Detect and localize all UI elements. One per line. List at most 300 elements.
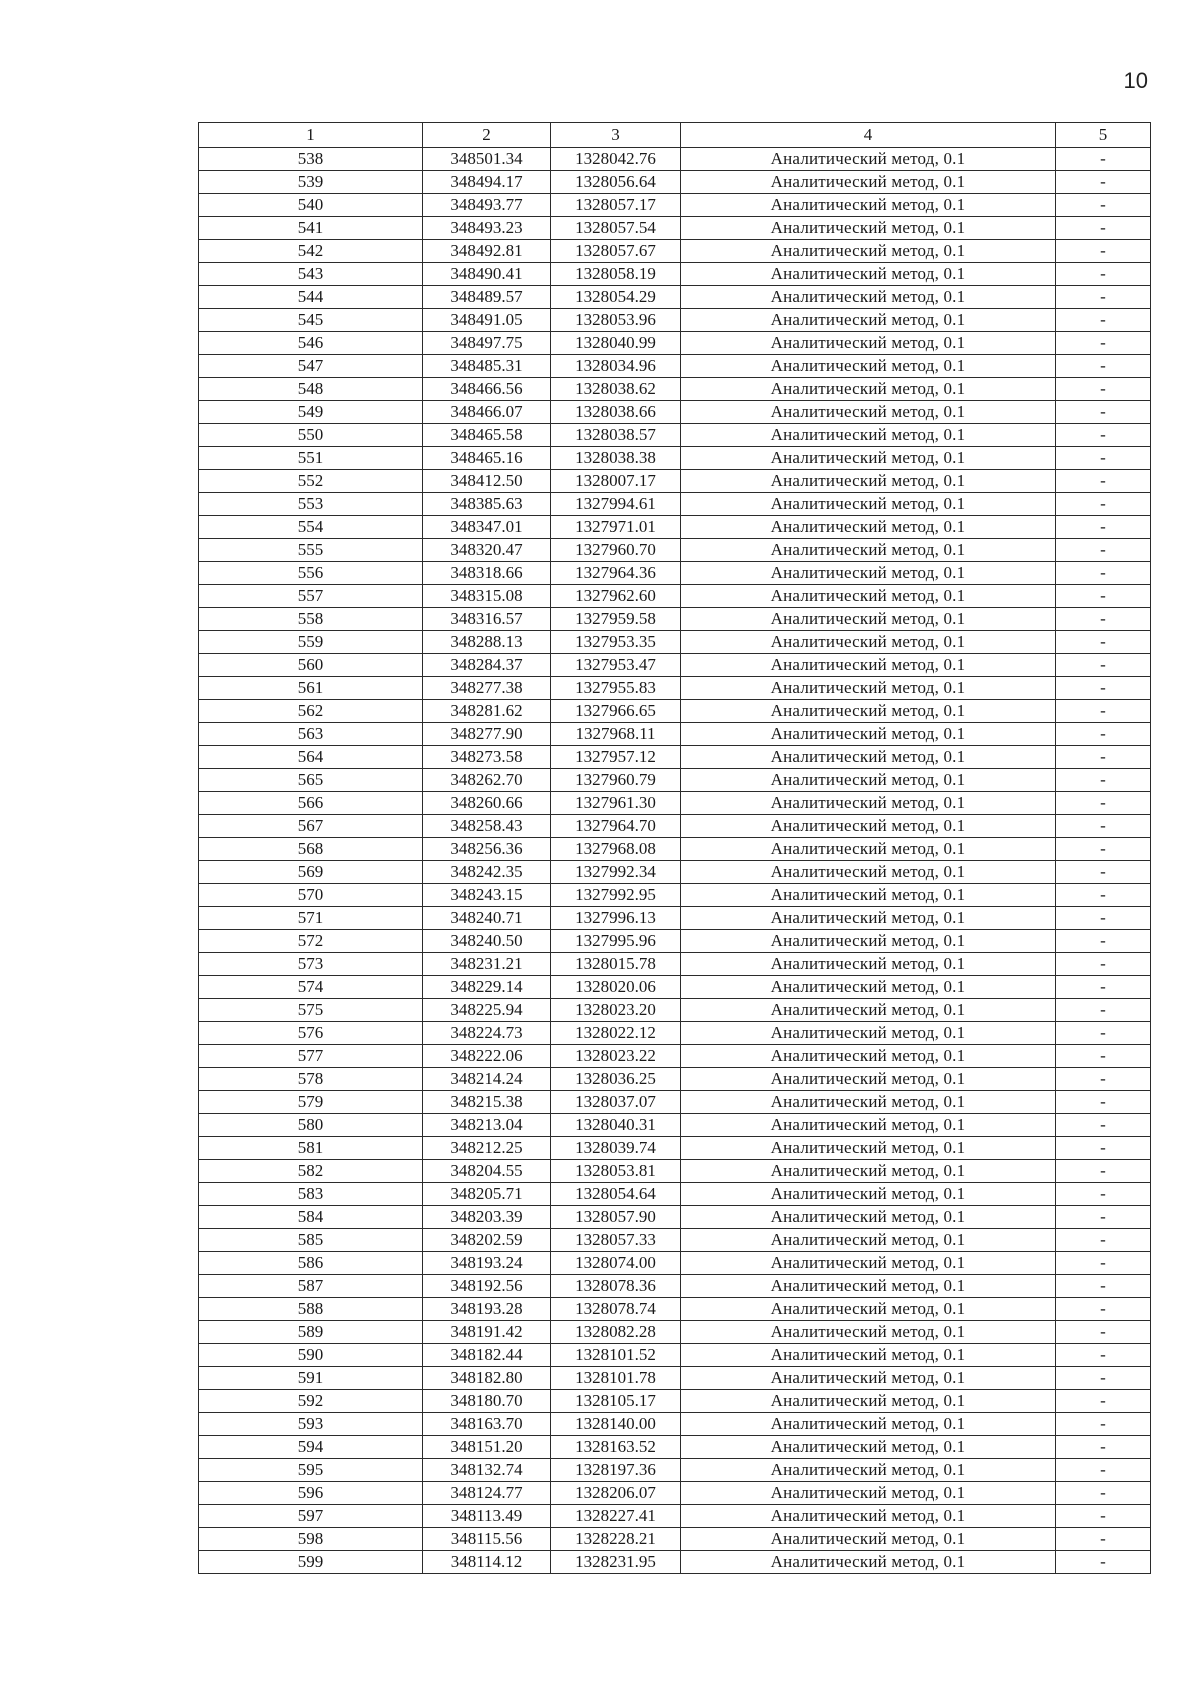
note-cell: - (1056, 654, 1151, 677)
column-header-4: 4 (681, 123, 1056, 148)
y-coordinate-cell: 1327960.70 (551, 539, 681, 562)
point-number-cell: 593 (199, 1413, 423, 1436)
y-coordinate-cell: 1328040.99 (551, 332, 681, 355)
method-cell: Аналитический метод, 0.1 (681, 1022, 1056, 1045)
point-number-cell: 584 (199, 1206, 423, 1229)
table-row (199, 1413, 1151, 1436)
method-cell: Аналитический метод, 0.1 (681, 1114, 1056, 1137)
point-number-cell: 543 (199, 263, 423, 286)
x-coordinate-cell: 348202.59 (423, 1229, 551, 1252)
x-coordinate-cell: 348115.56 (423, 1528, 551, 1551)
point-number-cell: 582 (199, 1160, 423, 1183)
y-coordinate-cell: 1327957.12 (551, 746, 681, 769)
table-row (199, 930, 1151, 953)
note-cell: - (1056, 907, 1151, 930)
table-row (199, 723, 1151, 746)
note-cell: - (1056, 355, 1151, 378)
x-coordinate-cell: 348212.25 (423, 1137, 551, 1160)
point-number-cell: 585 (199, 1229, 423, 1252)
method-cell: Аналитический метод, 0.1 (681, 355, 1056, 378)
x-coordinate-cell: 348493.77 (423, 194, 551, 217)
note-cell: - (1056, 1045, 1151, 1068)
x-coordinate-cell: 348203.39 (423, 1206, 551, 1229)
table-row (199, 999, 1151, 1022)
x-coordinate-cell: 348113.49 (423, 1505, 551, 1528)
x-coordinate-cell: 348316.57 (423, 608, 551, 631)
y-coordinate-cell: 1327968.08 (551, 838, 681, 861)
y-coordinate-cell: 1328038.66 (551, 401, 681, 424)
note-cell: - (1056, 378, 1151, 401)
note-cell: - (1056, 746, 1151, 769)
table-row (199, 1160, 1151, 1183)
method-cell: Аналитический метод, 0.1 (681, 585, 1056, 608)
y-coordinate-cell: 1328101.78 (551, 1367, 681, 1390)
method-cell: Аналитический метод, 0.1 (681, 677, 1056, 700)
y-coordinate-cell: 1328007.17 (551, 470, 681, 493)
point-number-cell: 560 (199, 654, 423, 677)
x-coordinate-cell: 348191.42 (423, 1321, 551, 1344)
y-coordinate-cell: 1327955.83 (551, 677, 681, 700)
table-row (199, 1436, 1151, 1459)
x-coordinate-cell: 348224.73 (423, 1022, 551, 1045)
y-coordinate-cell: 1328163.52 (551, 1436, 681, 1459)
note-cell: - (1056, 953, 1151, 976)
method-cell: Аналитический метод, 0.1 (681, 792, 1056, 815)
point-number-cell: 564 (199, 746, 423, 769)
x-coordinate-cell: 348288.13 (423, 631, 551, 654)
point-number-cell: 595 (199, 1459, 423, 1482)
y-coordinate-cell: 1327953.35 (551, 631, 681, 654)
x-coordinate-cell: 348124.77 (423, 1482, 551, 1505)
method-cell: Аналитический метод, 0.1 (681, 493, 1056, 516)
table-row (199, 1459, 1151, 1482)
point-number-cell: 546 (199, 332, 423, 355)
x-coordinate-cell: 348163.70 (423, 1413, 551, 1436)
method-cell: Аналитический метод, 0.1 (681, 654, 1056, 677)
y-coordinate-cell: 1327992.34 (551, 861, 681, 884)
x-coordinate-cell: 348132.74 (423, 1459, 551, 1482)
note-cell: - (1056, 1459, 1151, 1482)
method-cell: Аналитический метод, 0.1 (681, 838, 1056, 861)
x-coordinate-cell: 348215.38 (423, 1091, 551, 1114)
y-coordinate-cell: 1328105.17 (551, 1390, 681, 1413)
note-cell: - (1056, 171, 1151, 194)
method-cell: Аналитический метод, 0.1 (681, 769, 1056, 792)
x-coordinate-cell: 348243.15 (423, 884, 551, 907)
table-row (199, 470, 1151, 493)
table-row (199, 1321, 1151, 1344)
y-coordinate-cell: 1328056.64 (551, 171, 681, 194)
table-row (199, 1022, 1151, 1045)
x-coordinate-cell: 348213.04 (423, 1114, 551, 1137)
table-row (199, 585, 1151, 608)
note-cell: - (1056, 1482, 1151, 1505)
column-header-2: 2 (423, 123, 551, 148)
x-coordinate-cell: 348347.01 (423, 516, 551, 539)
y-coordinate-cell: 1328020.06 (551, 976, 681, 999)
method-cell: Аналитический метод, 0.1 (681, 930, 1056, 953)
note-cell: - (1056, 1183, 1151, 1206)
method-cell: Аналитический метод, 0.1 (681, 815, 1056, 838)
note-cell: - (1056, 447, 1151, 470)
table-row (199, 1528, 1151, 1551)
x-coordinate-cell: 348262.70 (423, 769, 551, 792)
x-coordinate-cell: 348277.38 (423, 677, 551, 700)
x-coordinate-cell: 348258.43 (423, 815, 551, 838)
method-cell: Аналитический метод, 0.1 (681, 286, 1056, 309)
y-coordinate-cell: 1328038.38 (551, 447, 681, 470)
x-coordinate-cell: 348225.94 (423, 999, 551, 1022)
point-number-cell: 591 (199, 1367, 423, 1390)
method-cell: Аналитический метод, 0.1 (681, 907, 1056, 930)
method-cell: Аналитический метод, 0.1 (681, 309, 1056, 332)
x-coordinate-cell: 348465.58 (423, 424, 551, 447)
table-row (199, 240, 1151, 263)
note-cell: - (1056, 1413, 1151, 1436)
point-number-cell: 581 (199, 1137, 423, 1160)
x-coordinate-cell: 348412.50 (423, 470, 551, 493)
table-row (199, 539, 1151, 562)
method-cell: Аналитический метод, 0.1 (681, 700, 1056, 723)
method-cell: Аналитический метод, 0.1 (681, 401, 1056, 424)
y-coordinate-cell: 1327966.65 (551, 700, 681, 723)
method-cell: Аналитический метод, 0.1 (681, 240, 1056, 263)
table-row (199, 171, 1151, 194)
y-coordinate-cell: 1328078.74 (551, 1298, 681, 1321)
note-cell: - (1056, 700, 1151, 723)
table-row (199, 1229, 1151, 1252)
note-cell: - (1056, 401, 1151, 424)
note-cell: - (1056, 999, 1151, 1022)
point-number-cell: 541 (199, 217, 423, 240)
y-coordinate-cell: 1328057.67 (551, 240, 681, 263)
method-cell: Аналитический метод, 0.1 (681, 1137, 1056, 1160)
note-cell: - (1056, 769, 1151, 792)
y-coordinate-cell: 1327953.47 (551, 654, 681, 677)
point-number-cell: 550 (199, 424, 423, 447)
note-cell: - (1056, 861, 1151, 884)
method-cell: Аналитический метод, 0.1 (681, 1367, 1056, 1390)
method-cell: Аналитический метод, 0.1 (681, 332, 1056, 355)
table-row (199, 1390, 1151, 1413)
note-cell: - (1056, 194, 1151, 217)
table-row (199, 1367, 1151, 1390)
note-cell: - (1056, 332, 1151, 355)
x-coordinate-cell: 348205.71 (423, 1183, 551, 1206)
y-coordinate-cell: 1328101.52 (551, 1344, 681, 1367)
column-header-5: 5 (1056, 123, 1151, 148)
x-coordinate-cell: 348490.41 (423, 263, 551, 286)
table-row (199, 907, 1151, 930)
method-cell: Аналитический метод, 0.1 (681, 194, 1056, 217)
table-row (199, 194, 1151, 217)
point-number-cell: 598 (199, 1528, 423, 1551)
table-row (199, 1068, 1151, 1091)
method-cell: Аналитический метод, 0.1 (681, 1160, 1056, 1183)
x-coordinate-cell: 348240.71 (423, 907, 551, 930)
note-cell: - (1056, 470, 1151, 493)
header-row (199, 123, 1151, 148)
y-coordinate-cell: 1328053.96 (551, 309, 681, 332)
note-cell: - (1056, 1344, 1151, 1367)
table-row (199, 654, 1151, 677)
note-cell: - (1056, 240, 1151, 263)
y-coordinate-cell: 1327962.60 (551, 585, 681, 608)
point-number-cell: 597 (199, 1505, 423, 1528)
table-row (199, 309, 1151, 332)
point-number-cell: 574 (199, 976, 423, 999)
table-row (199, 815, 1151, 838)
x-coordinate-cell: 348466.07 (423, 401, 551, 424)
note-cell: - (1056, 148, 1151, 171)
note-cell: - (1056, 1091, 1151, 1114)
table-row (199, 700, 1151, 723)
note-cell: - (1056, 1390, 1151, 1413)
method-cell: Аналитический метод, 0.1 (681, 999, 1056, 1022)
table-body (199, 148, 1151, 1574)
x-coordinate-cell: 348277.90 (423, 723, 551, 746)
point-number-cell: 594 (199, 1436, 423, 1459)
point-number-cell: 561 (199, 677, 423, 700)
table-row (199, 1183, 1151, 1206)
x-coordinate-cell: 348320.47 (423, 539, 551, 562)
column-header-3: 3 (551, 123, 681, 148)
method-cell: Аналитический метод, 0.1 (681, 1229, 1056, 1252)
method-cell: Аналитический метод, 0.1 (681, 608, 1056, 631)
table-header (199, 123, 1151, 148)
y-coordinate-cell: 1328057.54 (551, 217, 681, 240)
table-row (199, 562, 1151, 585)
x-coordinate-cell: 348284.37 (423, 654, 551, 677)
note-cell: - (1056, 286, 1151, 309)
x-coordinate-cell: 348491.05 (423, 309, 551, 332)
y-coordinate-cell: 1327971.01 (551, 516, 681, 539)
point-number-cell: 545 (199, 309, 423, 332)
x-coordinate-cell: 348260.66 (423, 792, 551, 815)
y-coordinate-cell: 1328036.25 (551, 1068, 681, 1091)
y-coordinate-cell: 1328057.90 (551, 1206, 681, 1229)
table-row (199, 401, 1151, 424)
table-row (199, 516, 1151, 539)
y-coordinate-cell: 1328054.29 (551, 286, 681, 309)
x-coordinate-cell: 348315.08 (423, 585, 551, 608)
x-coordinate-cell: 348256.36 (423, 838, 551, 861)
table-row (199, 1206, 1151, 1229)
note-cell: - (1056, 631, 1151, 654)
point-number-cell: 587 (199, 1275, 423, 1298)
method-cell: Аналитический метод, 0.1 (681, 1413, 1056, 1436)
method-cell: Аналитический метод, 0.1 (681, 953, 1056, 976)
table-row (199, 217, 1151, 240)
method-cell: Аналитический метод, 0.1 (681, 884, 1056, 907)
x-coordinate-cell: 348493.23 (423, 217, 551, 240)
method-cell: Аналитический метод, 0.1 (681, 1551, 1056, 1574)
table-row (199, 332, 1151, 355)
table-row (199, 792, 1151, 815)
table-row (199, 1045, 1151, 1068)
y-coordinate-cell: 1328228.21 (551, 1528, 681, 1551)
table-row (199, 263, 1151, 286)
point-number-cell: 579 (199, 1091, 423, 1114)
table-row (199, 884, 1151, 907)
point-number-cell: 547 (199, 355, 423, 378)
note-cell: - (1056, 263, 1151, 286)
table-row (199, 1137, 1151, 1160)
method-cell: Аналитический метод, 0.1 (681, 1390, 1056, 1413)
x-coordinate-cell: 348214.24 (423, 1068, 551, 1091)
y-coordinate-cell: 1328042.76 (551, 148, 681, 171)
y-coordinate-cell: 1327964.70 (551, 815, 681, 838)
table-row (199, 769, 1151, 792)
table-row (199, 355, 1151, 378)
table-row (199, 1482, 1151, 1505)
x-coordinate-cell: 348151.20 (423, 1436, 551, 1459)
point-number-cell: 549 (199, 401, 423, 424)
table-row (199, 447, 1151, 470)
x-coordinate-cell: 348182.80 (423, 1367, 551, 1390)
method-cell: Аналитический метод, 0.1 (681, 217, 1056, 240)
y-coordinate-cell: 1327961.30 (551, 792, 681, 815)
table-row (199, 976, 1151, 999)
x-coordinate-cell: 348182.44 (423, 1344, 551, 1367)
note-cell: - (1056, 976, 1151, 999)
y-coordinate-cell: 1328058.19 (551, 263, 681, 286)
note-cell: - (1056, 585, 1151, 608)
y-coordinate-cell: 1328074.00 (551, 1252, 681, 1275)
x-coordinate-cell: 348231.21 (423, 953, 551, 976)
point-number-cell: 586 (199, 1252, 423, 1275)
point-number-cell: 544 (199, 286, 423, 309)
y-coordinate-cell: 1327964.36 (551, 562, 681, 585)
point-number-cell: 575 (199, 999, 423, 1022)
note-cell: - (1056, 516, 1151, 539)
point-number-cell: 567 (199, 815, 423, 838)
note-cell: - (1056, 217, 1151, 240)
y-coordinate-cell: 1327959.58 (551, 608, 681, 631)
method-cell: Аналитический метод, 0.1 (681, 1321, 1056, 1344)
table-row (199, 1344, 1151, 1367)
table-row (199, 838, 1151, 861)
note-cell: - (1056, 838, 1151, 861)
x-coordinate-cell: 348492.81 (423, 240, 551, 263)
y-coordinate-cell: 1328034.96 (551, 355, 681, 378)
y-coordinate-cell: 1328078.36 (551, 1275, 681, 1298)
point-number-cell: 566 (199, 792, 423, 815)
note-cell: - (1056, 677, 1151, 700)
note-cell: - (1056, 1321, 1151, 1344)
table-row (199, 1275, 1151, 1298)
method-cell: Аналитический метод, 0.1 (681, 1275, 1056, 1298)
note-cell: - (1056, 1137, 1151, 1160)
method-cell: Аналитический метод, 0.1 (681, 539, 1056, 562)
method-cell: Аналитический метод, 0.1 (681, 171, 1056, 194)
method-cell: Аналитический метод, 0.1 (681, 424, 1056, 447)
y-coordinate-cell: 1328227.41 (551, 1505, 681, 1528)
point-number-cell: 568 (199, 838, 423, 861)
note-cell: - (1056, 493, 1151, 516)
y-coordinate-cell: 1328023.20 (551, 999, 681, 1022)
method-cell: Аналитический метод, 0.1 (681, 378, 1056, 401)
y-coordinate-cell: 1328054.64 (551, 1183, 681, 1206)
y-coordinate-cell: 1328023.22 (551, 1045, 681, 1068)
method-cell: Аналитический метод, 0.1 (681, 631, 1056, 654)
point-number-cell: 552 (199, 470, 423, 493)
point-number-cell: 583 (199, 1183, 423, 1206)
y-coordinate-cell: 1328038.57 (551, 424, 681, 447)
point-number-cell: 538 (199, 148, 423, 171)
point-number-cell: 540 (199, 194, 423, 217)
table-row (199, 608, 1151, 631)
point-number-cell: 589 (199, 1321, 423, 1344)
table-row (199, 148, 1151, 171)
note-cell: - (1056, 930, 1151, 953)
point-number-cell: 578 (199, 1068, 423, 1091)
x-coordinate-cell: 348180.70 (423, 1390, 551, 1413)
method-cell: Аналитический метод, 0.1 (681, 1068, 1056, 1091)
method-cell: Аналитический метод, 0.1 (681, 1505, 1056, 1528)
point-number-cell: 577 (199, 1045, 423, 1068)
point-number-cell: 554 (199, 516, 423, 539)
point-number-cell: 580 (199, 1114, 423, 1137)
x-coordinate-cell: 348385.63 (423, 493, 551, 516)
point-number-cell: 542 (199, 240, 423, 263)
method-cell: Аналитический метод, 0.1 (681, 1183, 1056, 1206)
table-row (199, 861, 1151, 884)
method-cell: Аналитический метод, 0.1 (681, 1459, 1056, 1482)
x-coordinate-cell: 348193.24 (423, 1252, 551, 1275)
table-row (199, 1114, 1151, 1137)
y-coordinate-cell: 1328039.74 (551, 1137, 681, 1160)
y-coordinate-cell: 1328057.33 (551, 1229, 681, 1252)
note-cell: - (1056, 1528, 1151, 1551)
point-number-cell: 570 (199, 884, 423, 907)
table-row (199, 1252, 1151, 1275)
y-coordinate-cell: 1328015.78 (551, 953, 681, 976)
method-cell: Аналитический метод, 0.1 (681, 263, 1056, 286)
note-cell: - (1056, 1206, 1151, 1229)
point-number-cell: 553 (199, 493, 423, 516)
point-number-cell: 555 (199, 539, 423, 562)
x-coordinate-cell: 348318.66 (423, 562, 551, 585)
x-coordinate-cell: 348114.12 (423, 1551, 551, 1574)
point-number-cell: 599 (199, 1551, 423, 1574)
method-cell: Аналитический метод, 0.1 (681, 976, 1056, 999)
table-row (199, 1298, 1151, 1321)
table-row (199, 1505, 1151, 1528)
method-cell: Аналитический метод, 0.1 (681, 447, 1056, 470)
point-number-cell: 572 (199, 930, 423, 953)
method-cell: Аналитический метод, 0.1 (681, 562, 1056, 585)
x-coordinate-cell: 348229.14 (423, 976, 551, 999)
x-coordinate-cell: 348273.58 (423, 746, 551, 769)
method-cell: Аналитический метод, 0.1 (681, 1528, 1056, 1551)
method-cell: Аналитический метод, 0.1 (681, 746, 1056, 769)
x-coordinate-cell: 348193.28 (423, 1298, 551, 1321)
y-coordinate-cell: 1328197.36 (551, 1459, 681, 1482)
point-number-cell: 569 (199, 861, 423, 884)
note-cell: - (1056, 1551, 1151, 1574)
table-row (199, 378, 1151, 401)
method-cell: Аналитический метод, 0.1 (681, 1206, 1056, 1229)
note-cell: - (1056, 1068, 1151, 1091)
y-coordinate-cell: 1328231.95 (551, 1551, 681, 1574)
note-cell: - (1056, 608, 1151, 631)
method-cell: Аналитический метод, 0.1 (681, 1344, 1056, 1367)
x-coordinate-cell: 348465.16 (423, 447, 551, 470)
y-coordinate-cell: 1328022.12 (551, 1022, 681, 1045)
note-cell: - (1056, 1252, 1151, 1275)
note-cell: - (1056, 1275, 1151, 1298)
